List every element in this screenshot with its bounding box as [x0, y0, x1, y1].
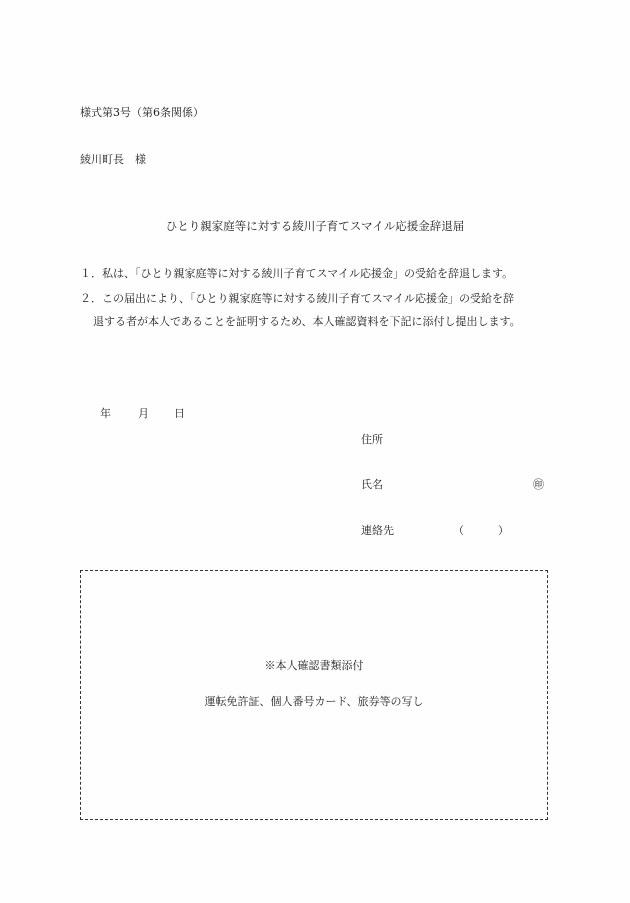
seal-icon: ㊞: [533, 478, 544, 491]
close-paren: ）: [498, 524, 509, 537]
item-text: この届出により、「ひとり親家庭等に対する綾川子育てスマイル応援金」の受給を辞: [102, 292, 515, 305]
day-label: 日: [174, 407, 185, 420]
contact-phone-parentheses: [453, 523, 509, 538]
contact-label: 連絡先: [361, 524, 394, 537]
year-label: 年: [100, 407, 111, 420]
addressee: 綾川町長 様: [80, 153, 146, 166]
id-document-attachment-box: [80, 570, 548, 820]
form-number: 様式第3号（第6条関係）: [80, 106, 204, 119]
month-label: 月: [138, 407, 149, 420]
address-label: 住所: [361, 433, 383, 446]
id-box-description: 運転免許証、個人番号カード、旅券等の写し: [204, 695, 424, 708]
document-title: ひとり親家庭等に対する綾川子育てスマイル応援金辞退届: [165, 219, 465, 233]
date-line: [100, 406, 185, 421]
numbered-item-1: [80, 266, 513, 281]
item-number: ２．: [80, 292, 102, 305]
item-number: １．: [80, 267, 102, 280]
open-paren: （: [453, 524, 464, 537]
id-box-title: ※本人確認書類添付: [264, 659, 364, 672]
item-text: 私は、「ひとり親家庭等に対する綾川子育てスマイル応援金」の受給を辞退します。: [102, 267, 514, 280]
numbered-item-2-continuation: 退する者が本人であることを証明するため、本人確認資料を下記に添付し提出します。: [93, 315, 521, 328]
name-label: 氏名: [361, 478, 383, 491]
numbered-item-2: [80, 291, 514, 306]
